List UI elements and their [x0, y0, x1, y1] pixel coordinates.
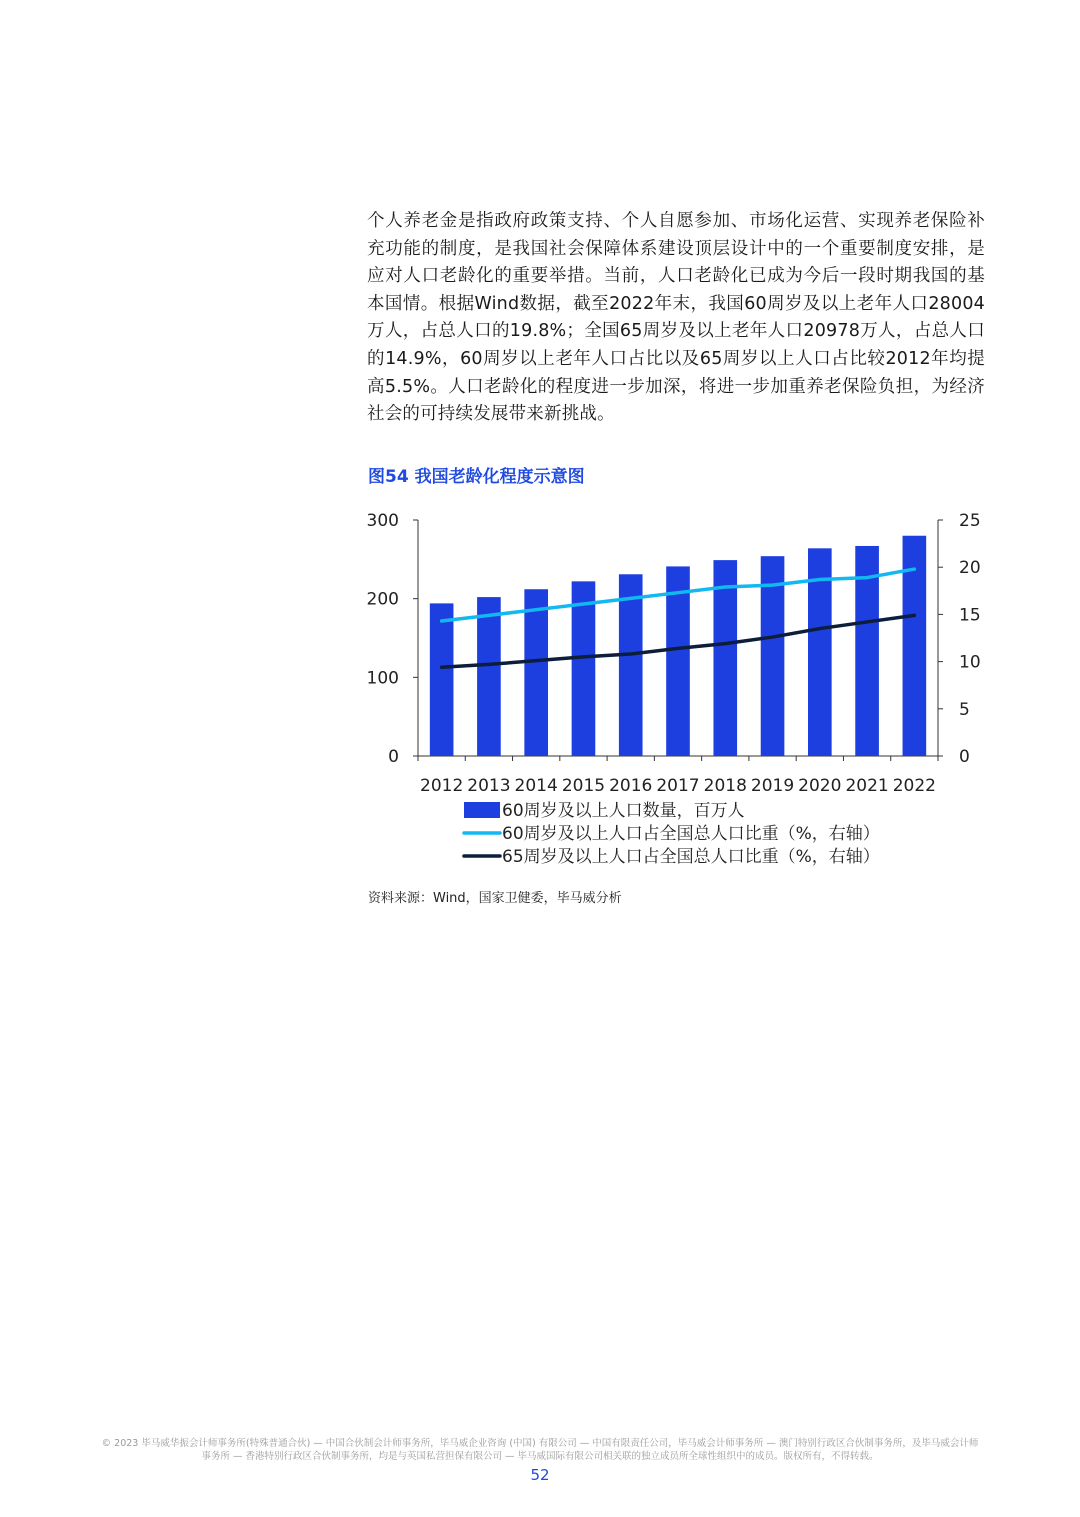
left-tick-label: 100 [366, 668, 399, 689]
bar [524, 589, 548, 756]
copyright-footer: © 2023 毕马威华振会计师事务所(特殊普通合伙) — 中国合伙制会计师事务所，毕马威企业咨询 (中国) 有限公司 — 中国有限责任公司，毕马威会计师事务所 — 澳门特别行政区合伙制事务所，及毕马威会计师事务所 — 香港特别行政区合伙制事务所，均是与英国私营担保有限公司 — 毕马威国际有限公司相关联的独立成员所全球性组织中的成员。版权所有，不得转载。 [101, 1438, 979, 1462]
legend-swatch-bar [464, 802, 500, 818]
chart-legend [464, 801, 880, 867]
x-tick-label: 2012 [420, 776, 464, 796]
right-tick-label: 0 [959, 747, 970, 767]
x-tick-label: 2019 [750, 776, 795, 796]
x-tick-label: 2014 [514, 776, 558, 796]
right-tick-label: 15 [959, 605, 981, 626]
right-tick-label: 10 [959, 652, 981, 673]
x-tick-label: 2021 [845, 776, 889, 796]
x-tick-label: 2018 [703, 776, 747, 796]
x-tick-label: 2020 [798, 776, 842, 796]
aging-chart [360, 500, 981, 880]
x-tick-label: 2022 [892, 776, 936, 796]
figure-title: 图54 我国老龄化程度示意图 [368, 467, 585, 487]
x-tick-label: 2016 [609, 776, 653, 796]
x-tick-label: 2017 [656, 776, 700, 796]
x-tick-label: 2015 [561, 776, 606, 796]
legend-label: 65周岁及以上人口占全国总人口比重（%，右轴） [502, 847, 880, 867]
left-tick-label: 0 [388, 747, 399, 767]
legend-label: 60周岁及以上人口数量，百万人 [502, 801, 745, 821]
legend-label: 60周岁及以上人口占全国总人口比重（%，右轴） [502, 824, 880, 844]
chart-plot-area [367, 511, 981, 796]
bar [619, 574, 643, 756]
source-note: 资料来源：Wind，国家卫健委，毕马威分析 [368, 891, 622, 906]
left-tick-label: 200 [366, 589, 399, 610]
right-tick-label: 25 [959, 511, 981, 531]
body-paragraph: 个人养老金是指政府政策支持、个人自愿参加、市场化运营、实现养老保险补充功能的制度，是我国社会保障体系建设顶层设计中的一个重要制度安排，是应对人口老龄化的重要举措。当前，人口老龄化已成为今后一段时期我国的基本国情。根据Wind数据，截至2022年末，我国60周岁及以上老年人口28004万人，占总人口的19.8%；全国65周岁及以上老年人口20978万人，占总人口的14.9%，60周岁以上老年人口占比以及65周岁以上人口占比较2012年均提高5.5%。人口老龄化的程度进一步加深，将进一步加重养老保险负担，为经济社会的可持续发展带来新挑战。 [367, 211, 985, 425]
right-tick-label: 20 [959, 558, 981, 579]
left-tick-label: 300 [366, 511, 399, 531]
page-number: 52 [530, 1466, 550, 1484]
bar [477, 597, 501, 756]
bar [572, 581, 596, 756]
right-tick-label: 5 [959, 699, 970, 720]
x-tick-label: 2013 [467, 776, 511, 796]
bar [430, 603, 454, 756]
